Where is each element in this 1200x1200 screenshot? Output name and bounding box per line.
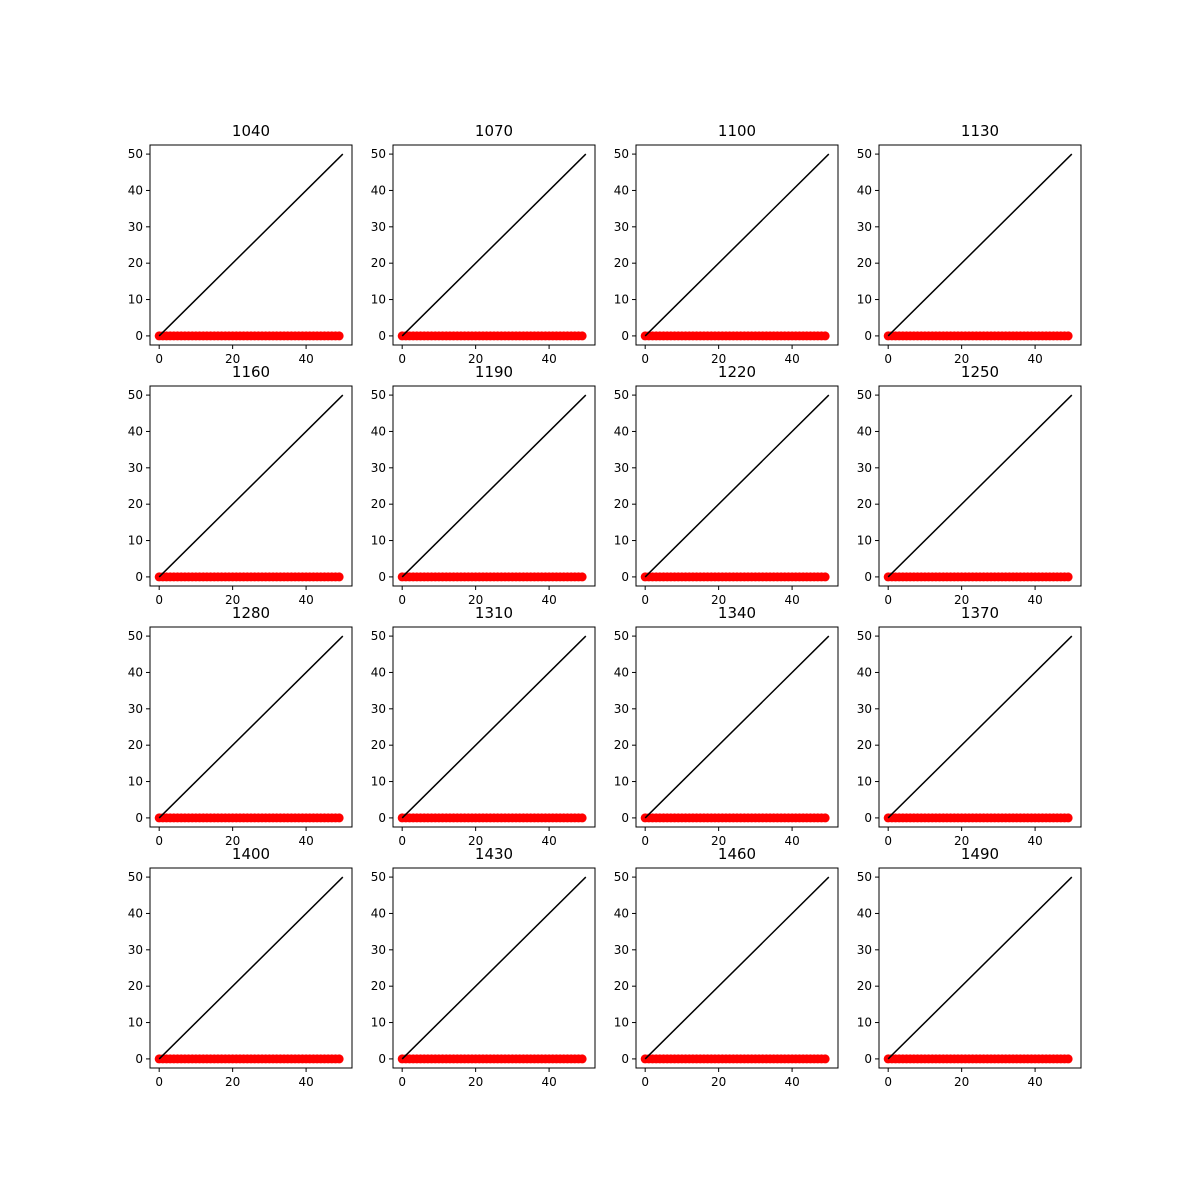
subplot <box>371 363 595 607</box>
data-point <box>821 813 830 822</box>
x-tick-label: 40 <box>541 1075 557 1089</box>
y-tick-label: 40 <box>370 183 386 198</box>
scatter-series <box>398 331 587 340</box>
y-tick-label: 10 <box>856 292 872 307</box>
y-tick-label: 0 <box>378 569 386 584</box>
series-line <box>402 395 586 577</box>
subplot <box>371 604 595 848</box>
subplot <box>128 122 352 366</box>
y-tick-label: 10 <box>613 292 629 307</box>
panel-title: 1070 <box>474 122 514 140</box>
y-tick-label: 50 <box>127 629 143 644</box>
subplot <box>857 604 1081 848</box>
subplot <box>857 122 1081 366</box>
x-tick-label: 20 <box>224 834 241 848</box>
x-tick-label: 40 <box>1027 352 1043 366</box>
scatter-series <box>398 1054 587 1063</box>
y-tick-label: 30 <box>856 701 872 716</box>
panel-title: 1250 <box>960 363 1000 381</box>
y-tick-label: 10 <box>127 292 143 307</box>
x-tick-label: 20 <box>224 352 241 366</box>
y-tick-label: 10 <box>613 774 629 789</box>
y-tick-label: 20 <box>856 979 872 994</box>
x-tick-label: 40 <box>541 352 557 366</box>
y-tick-label: 40 <box>613 424 629 439</box>
y-tick-label: 30 <box>613 942 629 957</box>
y-tick-label: 10 <box>370 533 386 548</box>
series-line <box>888 395 1072 577</box>
data-point <box>821 1054 830 1063</box>
y-tick-label: 0 <box>621 569 629 584</box>
y-tick-label: 0 <box>135 328 143 343</box>
x-tick-label: 40 <box>784 1075 800 1089</box>
scatter-series <box>398 572 587 581</box>
y-tick-label: 0 <box>864 328 872 343</box>
y-tick-label: 40 <box>370 906 386 921</box>
subplot <box>614 122 838 366</box>
x-tick-label: 20 <box>224 1075 241 1089</box>
y-tick-label: 50 <box>613 629 629 644</box>
y-tick-label: 40 <box>856 424 872 439</box>
y-tick-label: 20 <box>856 738 872 753</box>
data-point <box>1064 813 1073 822</box>
series-line <box>645 636 829 818</box>
panel-title: 1400 <box>231 845 271 863</box>
series-line <box>645 395 829 577</box>
series-line <box>645 877 829 1059</box>
x-tick-label: 20 <box>467 352 484 366</box>
y-tick-label: 0 <box>621 328 629 343</box>
y-tick-label: 20 <box>370 256 386 271</box>
y-tick-label: 10 <box>370 1015 386 1030</box>
data-point <box>578 331 587 340</box>
scatter-series <box>155 331 344 340</box>
y-tick-label: 0 <box>378 810 386 825</box>
series-line <box>402 636 586 818</box>
y-tick-label: 10 <box>127 533 143 548</box>
data-point <box>335 572 344 581</box>
panel-title: 1160 <box>231 363 271 381</box>
y-tick-label: 10 <box>370 292 386 307</box>
series-line <box>159 154 343 336</box>
y-tick-label: 30 <box>127 219 143 234</box>
data-point <box>578 572 587 581</box>
x-tick-label: 20 <box>953 834 970 848</box>
panel-title: 1040 <box>231 122 271 140</box>
x-tick-label: 40 <box>784 352 800 366</box>
y-tick-label: 40 <box>127 183 143 198</box>
y-tick-label: 50 <box>127 388 143 403</box>
panel-title: 1340 <box>717 604 757 622</box>
x-tick-label: 20 <box>710 593 727 607</box>
y-tick-label: 20 <box>370 738 386 753</box>
y-tick-label: 30 <box>370 460 386 475</box>
x-tick-label: 40 <box>541 834 557 848</box>
y-tick-label: 10 <box>856 774 872 789</box>
x-tick-label: 0 <box>155 593 164 607</box>
x-tick-label: 40 <box>541 593 557 607</box>
x-tick-label: 40 <box>1027 1075 1043 1089</box>
y-tick-label: 20 <box>127 497 143 512</box>
y-tick-label: 30 <box>613 460 629 475</box>
y-tick-label: 30 <box>613 701 629 716</box>
series-line <box>888 877 1072 1059</box>
x-tick-label: 20 <box>953 593 970 607</box>
y-tick-label: 40 <box>856 906 872 921</box>
x-tick-label: 20 <box>224 593 241 607</box>
x-tick-label: 20 <box>953 1075 970 1089</box>
x-tick-label: 0 <box>398 834 407 848</box>
y-tick-label: 50 <box>856 388 872 403</box>
y-tick-label: 0 <box>864 569 872 584</box>
subplot <box>128 363 352 607</box>
y-tick-label: 50 <box>370 388 386 403</box>
data-point <box>335 1054 344 1063</box>
data-point <box>821 331 830 340</box>
series-line <box>402 877 586 1059</box>
x-tick-label: 0 <box>884 834 893 848</box>
y-tick-label: 0 <box>135 1051 143 1066</box>
y-tick-label: 20 <box>856 497 872 512</box>
x-tick-label: 40 <box>784 834 800 848</box>
y-tick-label: 40 <box>856 183 872 198</box>
x-tick-label: 0 <box>155 834 164 848</box>
subplot <box>614 604 838 848</box>
panel-title: 1100 <box>717 122 757 140</box>
subplot <box>371 845 595 1089</box>
x-tick-label: 40 <box>784 593 800 607</box>
y-tick-label: 10 <box>856 533 872 548</box>
data-point <box>1064 1054 1073 1063</box>
y-tick-label: 30 <box>127 460 143 475</box>
scatter-series <box>641 331 830 340</box>
y-tick-label: 40 <box>613 665 629 680</box>
y-tick-label: 50 <box>370 147 386 162</box>
data-point <box>1064 572 1073 581</box>
x-tick-label: 40 <box>298 834 314 848</box>
panel-title: 1430 <box>474 845 514 863</box>
x-tick-label: 20 <box>953 352 970 366</box>
y-tick-label: 0 <box>621 1051 629 1066</box>
y-tick-label: 0 <box>621 810 629 825</box>
y-tick-label: 40 <box>127 906 143 921</box>
y-tick-label: 10 <box>370 774 386 789</box>
x-tick-label: 20 <box>710 352 727 366</box>
subplot <box>128 845 352 1089</box>
y-tick-label: 40 <box>613 183 629 198</box>
y-tick-label: 30 <box>370 219 386 234</box>
series-line <box>888 636 1072 818</box>
y-tick-label: 20 <box>127 256 143 271</box>
subplot <box>614 845 838 1089</box>
y-tick-label: 40 <box>856 665 872 680</box>
y-tick-label: 30 <box>370 942 386 957</box>
y-tick-label: 50 <box>127 147 143 162</box>
y-tick-label: 20 <box>613 497 629 512</box>
y-tick-label: 30 <box>856 460 872 475</box>
series-line <box>645 154 829 336</box>
y-tick-label: 20 <box>370 979 386 994</box>
y-tick-label: 40 <box>127 665 143 680</box>
x-tick-label: 0 <box>641 834 650 848</box>
y-tick-label: 10 <box>127 1015 143 1030</box>
y-tick-label: 40 <box>370 424 386 439</box>
series-line <box>888 154 1072 336</box>
x-tick-label: 20 <box>467 834 484 848</box>
y-tick-label: 50 <box>613 147 629 162</box>
y-tick-label: 10 <box>613 533 629 548</box>
y-tick-label: 40 <box>370 665 386 680</box>
scatter-series <box>884 813 1073 822</box>
x-tick-label: 40 <box>298 352 314 366</box>
y-tick-label: 50 <box>856 870 872 885</box>
panel-title: 1370 <box>960 604 1000 622</box>
series-line <box>159 395 343 577</box>
x-tick-label: 0 <box>884 593 893 607</box>
panel-title: 1190 <box>474 363 514 381</box>
y-tick-label: 50 <box>127 870 143 885</box>
x-tick-label: 20 <box>467 1075 484 1089</box>
scatter-series <box>884 331 1073 340</box>
x-tick-label: 0 <box>398 593 407 607</box>
y-tick-label: 20 <box>370 497 386 512</box>
x-tick-label: 0 <box>155 1075 164 1089</box>
y-tick-label: 10 <box>856 1015 872 1030</box>
y-tick-label: 20 <box>127 979 143 994</box>
panel-title: 1280 <box>231 604 271 622</box>
x-tick-label: 40 <box>1027 834 1043 848</box>
x-tick-label: 20 <box>710 1075 727 1089</box>
x-tick-label: 0 <box>398 352 407 366</box>
x-tick-label: 0 <box>884 352 893 366</box>
scatter-series <box>641 1054 830 1063</box>
scatter-series <box>641 813 830 822</box>
data-point <box>335 331 344 340</box>
subplot <box>371 122 595 366</box>
x-tick-label: 40 <box>298 1075 314 1089</box>
panel-title: 1490 <box>960 845 1000 863</box>
y-tick-label: 50 <box>613 388 629 403</box>
y-tick-label: 30 <box>856 219 872 234</box>
y-tick-label: 40 <box>127 424 143 439</box>
y-tick-label: 20 <box>613 256 629 271</box>
data-point <box>821 572 830 581</box>
x-tick-label: 20 <box>710 834 727 848</box>
scatter-series <box>155 572 344 581</box>
x-tick-label: 0 <box>884 1075 893 1089</box>
x-tick-label: 0 <box>155 352 164 366</box>
panel-title: 1310 <box>474 604 514 622</box>
y-tick-label: 20 <box>127 738 143 753</box>
y-tick-label: 10 <box>127 774 143 789</box>
scatter-series <box>884 572 1073 581</box>
data-point <box>578 813 587 822</box>
y-tick-label: 50 <box>613 870 629 885</box>
y-tick-label: 30 <box>127 701 143 716</box>
y-tick-label: 30 <box>613 219 629 234</box>
subplot <box>857 363 1081 607</box>
y-tick-label: 50 <box>370 870 386 885</box>
scatter-series <box>884 1054 1073 1063</box>
data-point <box>335 813 344 822</box>
series-line <box>159 877 343 1059</box>
series-line <box>402 154 586 336</box>
y-tick-label: 0 <box>135 810 143 825</box>
x-tick-label: 20 <box>467 593 484 607</box>
scatter-series <box>155 1054 344 1063</box>
y-tick-label: 30 <box>370 701 386 716</box>
panel-title: 1130 <box>960 122 1000 140</box>
x-tick-label: 0 <box>398 1075 407 1089</box>
panel-title: 1220 <box>717 363 757 381</box>
y-tick-label: 0 <box>378 328 386 343</box>
y-tick-label: 50 <box>856 147 872 162</box>
data-point <box>1064 331 1073 340</box>
subplot <box>614 363 838 607</box>
y-tick-label: 20 <box>613 738 629 753</box>
data-point <box>578 1054 587 1063</box>
y-tick-label: 30 <box>127 942 143 957</box>
scatter-series <box>155 813 344 822</box>
subplot <box>128 604 352 848</box>
y-tick-label: 10 <box>613 1015 629 1030</box>
y-tick-label: 20 <box>856 256 872 271</box>
panel-title: 1460 <box>717 845 757 863</box>
y-tick-label: 0 <box>135 569 143 584</box>
scatter-series <box>398 813 587 822</box>
y-tick-label: 20 <box>613 979 629 994</box>
series-line <box>159 636 343 818</box>
y-tick-label: 50 <box>370 629 386 644</box>
x-tick-label: 40 <box>1027 593 1043 607</box>
x-tick-label: 40 <box>298 593 314 607</box>
y-tick-label: 30 <box>856 942 872 957</box>
y-tick-label: 40 <box>613 906 629 921</box>
subplot <box>857 845 1081 1089</box>
scatter-series <box>641 572 830 581</box>
y-tick-label: 50 <box>856 629 872 644</box>
y-tick-label: 0 <box>864 1051 872 1066</box>
x-tick-label: 0 <box>641 352 650 366</box>
y-tick-label: 0 <box>864 810 872 825</box>
x-tick-label: 0 <box>641 1075 650 1089</box>
y-tick-label: 0 <box>378 1051 386 1066</box>
x-tick-label: 0 <box>641 593 650 607</box>
